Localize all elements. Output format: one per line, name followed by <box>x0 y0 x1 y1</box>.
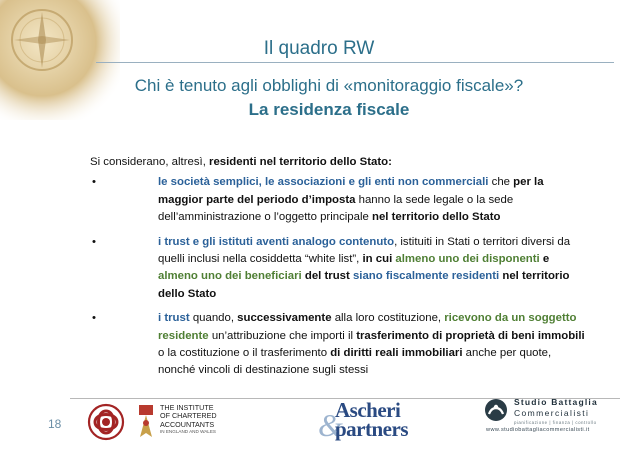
studio-tagline: pianificazione | finanza | controllo <box>514 420 597 425</box>
studio-subtitle: Commercialisti <box>514 408 590 418</box>
studio-name: Studio Battaglia <box>514 397 598 407</box>
slide-subtitle: Chi è tenuto agli obblighi di «monitoraggio fiscale»? <box>134 76 524 95</box>
ascheri-ampersand: & <box>318 407 343 443</box>
page-number: 18 <box>48 417 62 431</box>
knot-logo-icon <box>86 402 126 442</box>
bullet-icon: • <box>92 235 96 248</box>
bullet-icon: • <box>92 176 96 189</box>
icaew-logo-text: THE INSTITUTE OF CHARTERED ACCOUNTANTS IN ENGLAND AND WALES <box>160 403 217 435</box>
bullet-icon: • <box>92 312 96 325</box>
icaew-crest-icon <box>136 403 156 441</box>
slide-body <box>90 154 590 387</box>
title-divider <box>96 62 614 63</box>
bullet-item-3: • i trust quando, successivamente alla loro costituzione, ricevono da un soggetto residente un’attribuzione che importi il trasferimento di proprietà di beni immobili o la costituzione o il trasferimento di diritti reali immobiliari anche per quote, nonché vincoli di destinazione sugli stessi <box>92 312 585 377</box>
slide-title: Il quadro RW <box>263 38 375 59</box>
bullet-item-1: • le società semplici, le associazioni e gli enti non commerciali che per la maggior parte del periodo d’imposta hanno la sede legale o la sede dell’amministrazione o l’oggetto principale nel territorio dello Stato <box>92 176 544 224</box>
studio-website-link[interactable]: www.studiobattagliacommercialisti.it <box>486 427 590 433</box>
ascheri-logo-line1: Ascheri <box>335 398 401 422</box>
intro-paragraph: Si considerano, altresì, residenti nel territorio dello Stato: <box>90 156 392 168</box>
ascheri-logo-line2: partners <box>335 417 408 441</box>
slide-heading: La residenza fiscale <box>248 100 410 119</box>
studio-battaglia-logo-icon <box>484 398 508 422</box>
bullet-item-2: • i trust e gli istituti aventi analogo contenuto, istituiti in Stati o territori diversi da quelli inclusi nella cosiddetta “white list”, in cui almeno uno dei disponenti e almeno uno dei beneficiari del trust siano fiscalmente residenti nel territorio dello Stato <box>92 235 571 300</box>
